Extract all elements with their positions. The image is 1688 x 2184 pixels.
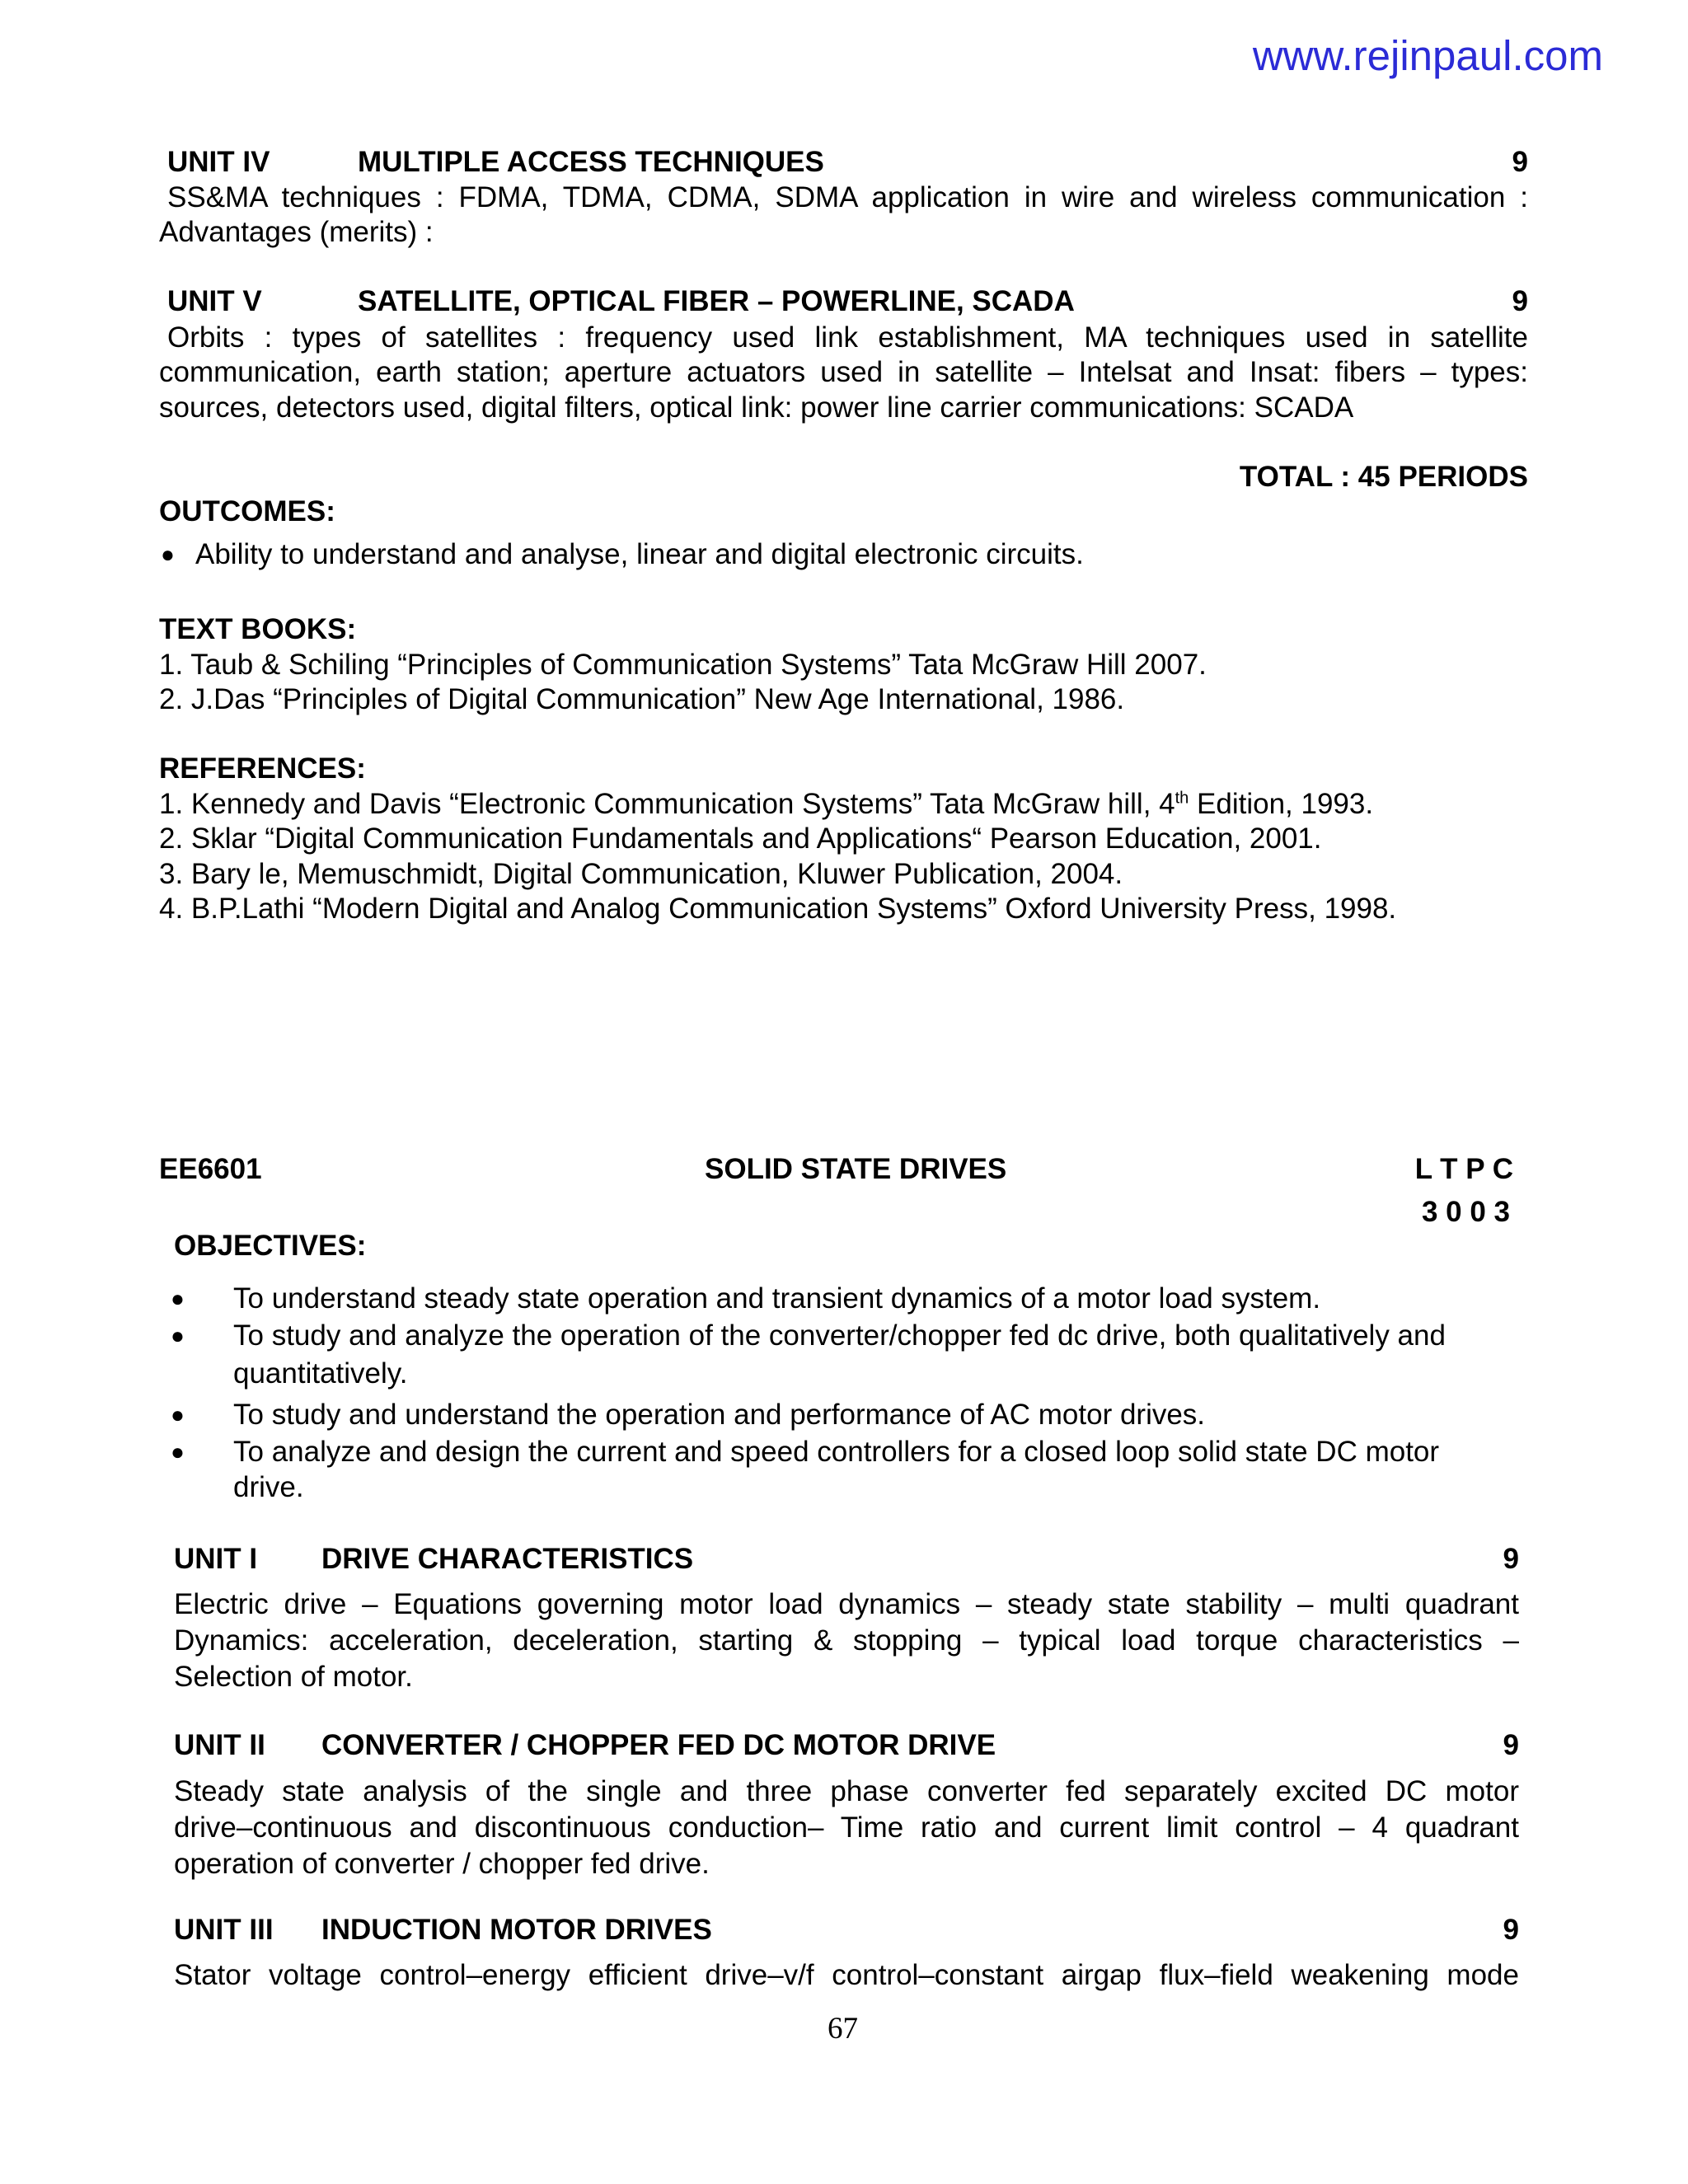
unit2-body-line: drive–continuous and discontinuous conduction– Time ratio and current limit control – 4 quadrant — [174, 1811, 1519, 1844]
reference-item — [159, 787, 1373, 822]
unit5-label: UNIT V — [167, 285, 262, 317]
unit4-body-line: Advantages (merits) : — [159, 216, 434, 248]
unit4-title: MULTIPLE ACCESS TECHNIQUES — [358, 146, 824, 178]
ltpc-label: L T P C — [1414, 1153, 1513, 1185]
objective-item: To understand steady state operation and transient dynamics of a motor load system. — [233, 1282, 1321, 1315]
objective-item-continued: drive. — [233, 1471, 304, 1503]
bullet-icon: ● — [171, 1323, 185, 1348]
superscript: th — [1175, 789, 1189, 808]
reference-item: 4. B.P.Lathi “Modern Digital and Analog Communication Systems” Oxford University Press, 1998. — [159, 893, 1397, 925]
unit5-title: SATELLITE, OPTICAL FIBER – POWERLINE, SCADA — [358, 285, 1075, 317]
text-book-item: 1. Taub & Schiling “Principles of Communication Systems” Tata McGraw Hill 2007. — [159, 649, 1207, 681]
objective-item: To analyze and design the current and speed controllers for a closed loop solid state DC motor — [233, 1436, 1440, 1468]
unit1-hours: 9 — [1503, 1543, 1519, 1575]
unit5-body-line: sources, detectors used, digital filters, optical link: power line carrier communications: SCADA — [159, 391, 1354, 424]
reference-text: Edition, 1993. — [1189, 788, 1374, 820]
page-number: 67 — [828, 2012, 858, 2046]
unit5-body-line: communication, earth station; aperture actuators used in satellite – Intelsat and Insat: fibers – types: — [159, 356, 1528, 388]
unit1-label: UNIT I — [174, 1543, 258, 1575]
unit2-body-line: operation of converter / chopper fed drive. — [174, 1848, 710, 1880]
unit5-body-line: Orbits : types of satellites : frequency used link establishment, MA techniques used in satellite — [167, 321, 1528, 354]
bullet-icon: ● — [171, 1402, 185, 1427]
total-periods: TOTAL : 45 PERIODS — [1239, 461, 1528, 493]
unit3-label: UNIT III — [174, 1914, 274, 1946]
reference-text: 1. Kennedy and Davis “Electronic Communication Systems” Tata McGraw hill, 4 — [159, 788, 1175, 820]
references-heading: REFERENCES: — [159, 752, 366, 785]
outcomes-heading: OUTCOMES: — [159, 495, 335, 527]
website-url[interactable]: www.rejinpaul.com — [1252, 32, 1603, 79]
outcome-item: Ability to understand and analyse, linear and digital electronic circuits. — [195, 538, 1084, 570]
text-books-heading: TEXT BOOKS: — [159, 613, 357, 645]
unit3-hours: 9 — [1503, 1914, 1519, 1946]
bullet-icon: ● — [171, 1439, 185, 1465]
objective-item: To study and understand the operation and performance of AC motor drives. — [233, 1399, 1206, 1431]
unit4-label: UNIT IV — [167, 146, 270, 178]
ltpc-values: 3 0 0 3 — [1421, 1196, 1510, 1228]
unit1-body-line: Electric drive – Equations governing motor load dynamics – steady state stability – multi quadrant — [174, 1588, 1519, 1620]
bullet-icon: ● — [171, 1286, 185, 1311]
unit2-title: CONVERTER / CHOPPER FED DC MOTOR DRIVE — [321, 1729, 996, 1761]
reference-item: 2. Sklar “Digital Communication Fundamentals and Applications“ Pearson Education, 2001. — [159, 823, 1322, 855]
unit2-label: UNIT II — [174, 1729, 265, 1761]
bullet-icon: ● — [161, 541, 175, 567]
reference-item: 3. Bary le, Memuschmidt, Digital Communication, Kluwer Publication, 2004. — [159, 858, 1123, 890]
unit3-body-line: Stator voltage control–energy efficient drive–v/f control–constant airgap flux–field weakening mode — [174, 1959, 1519, 1991]
unit2-hours: 9 — [1503, 1729, 1519, 1761]
unit4-body-line: SS&MA techniques : FDMA, TDMA, CDMA, SDMA application in wire and wireless communication : — [167, 181, 1528, 213]
course-code: EE6601 — [159, 1153, 262, 1185]
unit1-body-line: Selection of motor. — [174, 1661, 413, 1693]
objective-item: To study and analyze the operation of the converter/chopper fed dc drive, both qualitatively and — [233, 1319, 1446, 1352]
unit4-hours: 9 — [1512, 146, 1528, 178]
objective-item-continued: quantitatively. — [233, 1357, 408, 1390]
unit1-body-line: Dynamics: acceleration, deceleration, starting & stopping – typical load torque characteristics – — [174, 1624, 1519, 1657]
objectives-heading: OBJECTIVES: — [174, 1230, 367, 1262]
text-book-item: 2. J.Das “Principles of Digital Communication” New Age International, 1986. — [159, 683, 1125, 715]
unit1-title: DRIVE CHARACTERISTICS — [321, 1543, 694, 1575]
course-title: SOLID STATE DRIVES — [705, 1153, 1007, 1185]
unit5-hours: 9 — [1512, 285, 1528, 317]
unit3-title: INDUCTION MOTOR DRIVES — [321, 1914, 712, 1946]
unit2-body-line: Steady state analysis of the single and three phase converter fed separately excited DC motor — [174, 1775, 1519, 1807]
